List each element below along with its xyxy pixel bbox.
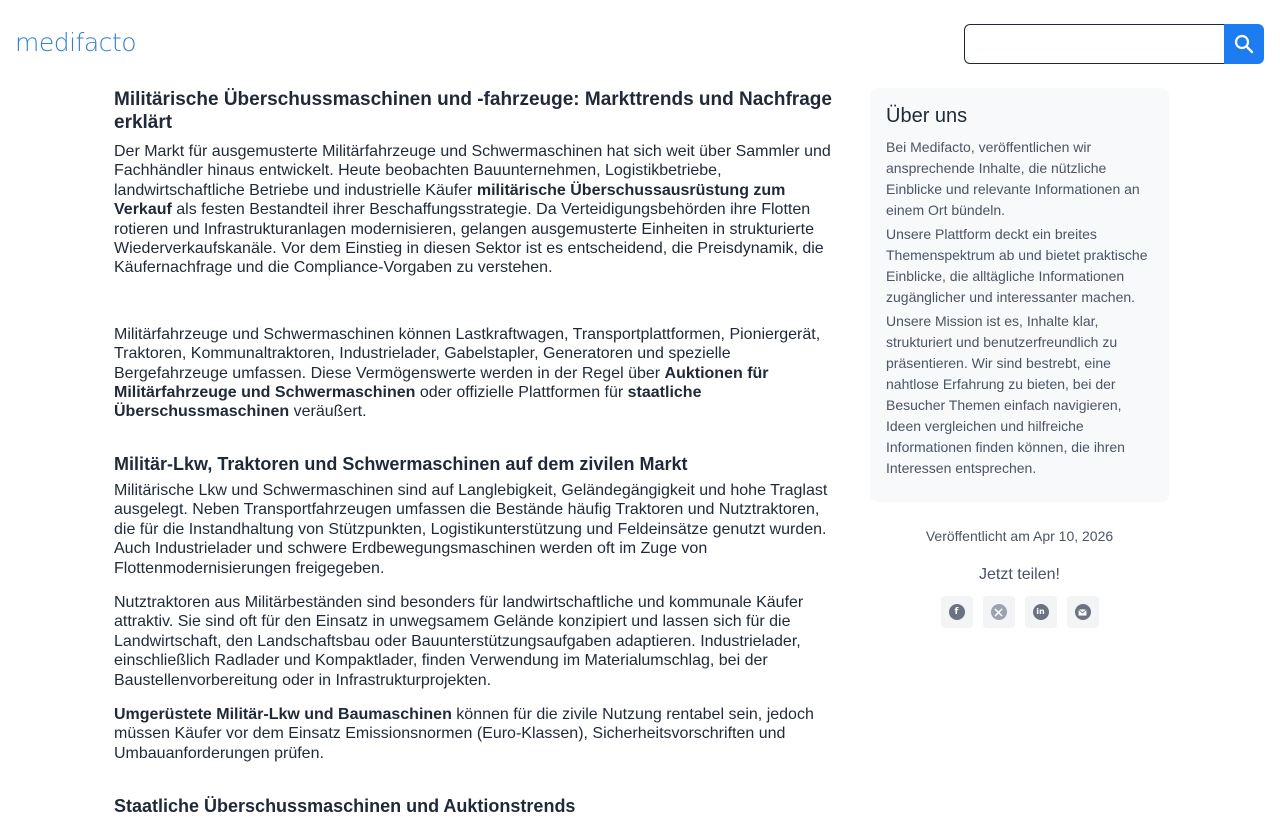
share-title: Jetzt teilen! <box>979 566 1060 583</box>
share-facebook-button[interactable] <box>941 596 973 628</box>
article-paragraph: Militärische Lkw und Schwermaschinen sind auf Langlebigkeit, Geländegängigkeit und hohe Traglast ausgelegt. Neben Transportfahrzeugen umfassen die Bestände häufig Traktoren und Nutztraktoren, die für die Instandhaltung von Stützpunkten, Logistikunterstützung und Feldeinsätze genutzt wurden. Auch Industrielader und schwere Erdbewegungsmaschinen werden oft im Zuge von Flottenmodernisierungen freigegeben. <box>114 481 828 577</box>
about-paragraph: Unsere Plattform deckt ein breites Themenspektrum ab und bietet praktische Einblicke, die alltägliche Informationen zugänglicher und interessanter machen. <box>886 226 1148 305</box>
search-button[interactable] <box>1224 24 1264 64</box>
article-title: Militärische Überschussmaschinen und -fahrzeuge: Markttrends und Nachfrage erklärt <box>114 89 832 133</box>
bold-text: staatliche Überschussmaschinen <box>114 384 702 421</box>
x-icon <box>991 604 1007 620</box>
search-bar <box>964 24 1264 64</box>
share-email-button[interactable] <box>1067 596 1099 628</box>
share-linkedin-button[interactable] <box>1025 596 1057 628</box>
search-input[interactable] <box>964 24 1224 64</box>
article-paragraph: Nutztraktoren aus Militärbeständen sind besonders für landwirtschaftliche und kommunale Käufer attraktiv. Sie sind oft für den Einsatz in unwegsamem Gelände konzipiert und lassen sich für die Landwirtschaft, den Landschaftsbau oder Bauunterstützungsaufgaben adaptieren. Industrielader, einschließlich Radlader und Kompaktlader, finden Verwendung im Materialumschlag, bei der Baustellenvorbereitung oder in Infrastrukturprojekten. <box>114 593 804 689</box>
sidebar <box>870 88 1169 628</box>
linkedin-icon: in <box>1033 604 1049 620</box>
bold-text: Auktionen für Militärfahrzeuge und Schwermaschinen <box>114 364 769 402</box>
email-icon <box>1075 604 1091 620</box>
article <box>114 88 834 823</box>
about-paragraph: Bei Medifacto, veröffentlichen wir ansprechende Inhalte, die nützliche Einblicke und relevante Informationen an einem Ort bündeln. <box>886 139 1140 218</box>
section-heading: Staatliche Überschussmaschinen und Auktionstrends <box>114 796 576 817</box>
bold-text: Umgerüstete Militär-Lkw und Baumaschinen <box>114 705 452 723</box>
share-buttons <box>870 596 1169 628</box>
section-heading: Militär-Lkw, Traktoren und Schwermaschinen auf dem zivilen Markt <box>114 453 688 474</box>
about-box <box>870 88 1169 502</box>
article-paragraph: Umgerüstete Militär-Lkw und Baumaschinen können für die zivile Nutzung rentabel sein, jedoch müssen Käufer vor dem Einsatz Emissionsnormen (Euro-Klassen), Sicherheitsvorschriften und Umbauanforderungen prüfen. <box>114 705 814 762</box>
published-date: Veröffentlicht am Apr 10, 2026 <box>925 528 1114 544</box>
bold-text: militärische Überschussausrüstung zum Verkauf <box>114 181 786 219</box>
facebook-icon: f <box>949 604 965 620</box>
site-header <box>0 0 1280 88</box>
search-icon <box>1234 34 1254 54</box>
article-paragraph: Der Markt für ausgemusterte Militärfahrzeuge und Schwermaschinen hat sich weit über Sammler und Fachhändler hinaus entwickelt. Heute beobachten Bauunternehmen, Logistikbetriebe, landwirtschaftliche Betriebe und industrielle Käufer militärische Überschussausrüstung zum Verkauf als festen Bestandteil ihrer Beschaffungsstrategie. Da Verteidigungsbehörden ihre Flotten rotieren und Infrastrukturanlagen modernisieren, gelangen ausgemusterte Einheiten in strukturierte Wiederverkaufskanäle. Vor dem Einstieg in diesen Sektor ist es entscheidend, die Preisdynamik, die Käufernachfrage und die Compliance-Vorgaben zu verstehen. <box>114 143 831 277</box>
site-logo[interactable]: medifacto <box>15 28 137 57</box>
about-title: Über uns <box>886 105 968 127</box>
about-paragraph: Unsere Mission ist es, Inhalte klar, strukturiert und benutzerfreundlich zu präsentieren. Wir sind bestrebt, eine nahtlose Erfahrung zu bieten, bei der Besucher Themen einfach navigieren, Ideen vergleichen und hilfreiche Informationen finden können, die ihren Interessen entsprechen. <box>886 313 1125 476</box>
share-x-button[interactable] <box>983 596 1015 628</box>
article-paragraph: Militärfahrzeuge und Schwermaschinen können Lastkraftwagen, Transportplattformen, Pioniergerät, Traktoren, Kommunaltraktoren, Industrielader, Gabelstapler, Generatoren und spezielle Bergefahrzeuge umfassen. Diese Vermögenswerte werden in der Regel über Auktionen für Militärfahrzeuge und Schwermaschinen oder offizielle Plattformen für staatliche Überschussmaschinen veräußert. <box>114 325 821 421</box>
